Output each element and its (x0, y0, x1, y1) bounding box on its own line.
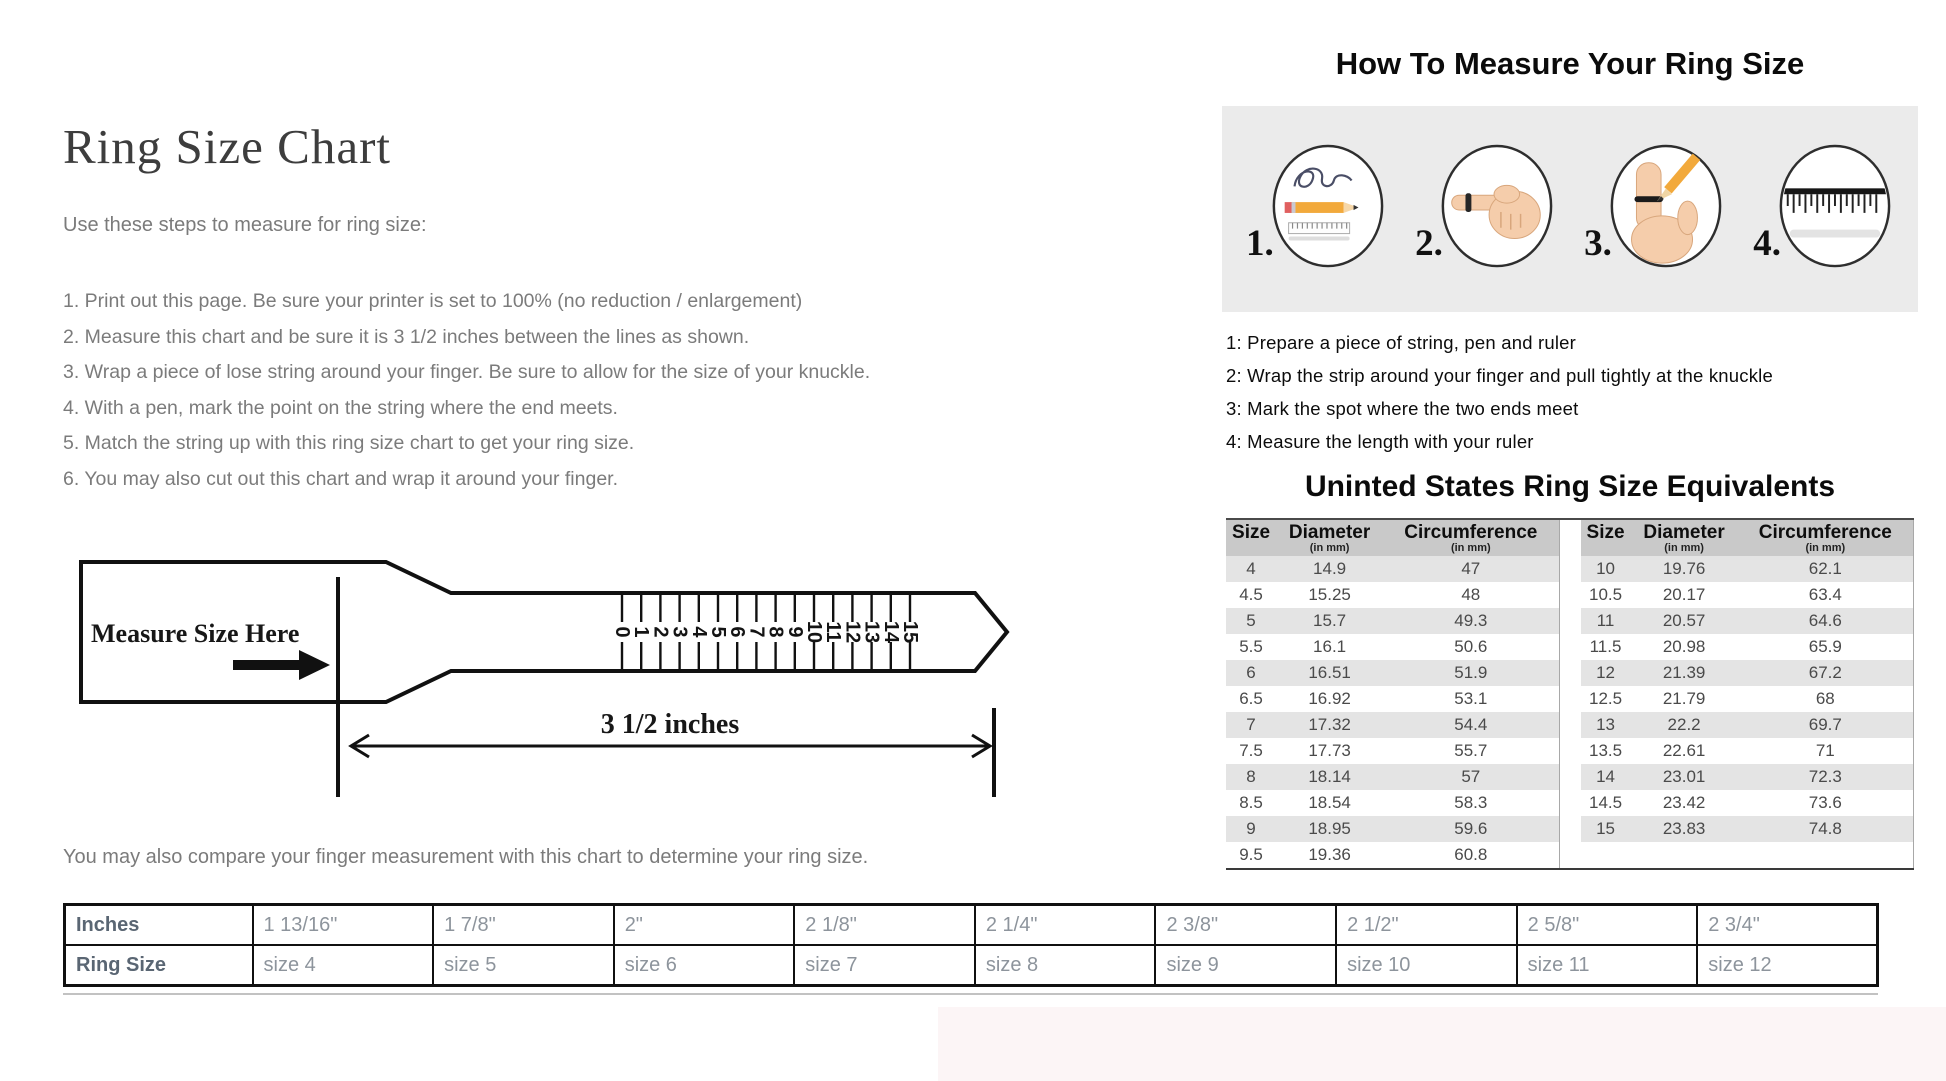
ruler-tick-number: 14 (879, 620, 902, 644)
table-header-row (1581, 520, 1914, 556)
table-row (1226, 712, 1559, 738)
table-cell: 72.3 (1808, 767, 1842, 786)
howto-step-2 (1415, 143, 1556, 275)
table-cell: 20.57 (1662, 611, 1706, 630)
ring-size-row (65, 945, 1878, 986)
column-header (1383, 520, 1559, 556)
table-cell: 50.6 (1454, 637, 1488, 656)
table-cell: 55.7 (1454, 741, 1488, 760)
step-number: 3. (1584, 223, 1612, 264)
table-row (1581, 634, 1914, 660)
table-row (1581, 738, 1914, 764)
table-cell: 16.51 (1308, 663, 1351, 682)
table-cell: 4.5 (1239, 585, 1263, 604)
howto-step-line: 3: Mark the spot where the two ends meet (1226, 398, 1579, 419)
ruler-tick-number: 7 (745, 626, 768, 638)
compare-note: You may also compare your finger measurement with this chart to determine your ring size. (63, 846, 869, 868)
table-row (1226, 686, 1559, 712)
table-cell: 15.25 (1308, 585, 1351, 604)
conv-size-cell: size 9 (1155, 945, 1336, 986)
inches-row (65, 905, 1878, 946)
howto-illustration-box (1222, 106, 1918, 312)
table-cell: 23.42 (1662, 793, 1706, 812)
ruler-tick-number: 11 (822, 621, 845, 643)
table-row (1226, 790, 1559, 816)
howto-steps-list (1226, 326, 1918, 458)
table-cell: 18.14 (1308, 767, 1351, 786)
table-cell: 59.6 (1454, 819, 1488, 838)
table-cell: 14 (1596, 767, 1615, 786)
column-header (1738, 520, 1914, 556)
measure-step: 4. With a pen, mark the point on the string where the end meets. (63, 396, 618, 419)
table-underline (63, 993, 1878, 995)
step-number: 1. (1246, 223, 1274, 264)
table-row (1226, 764, 1559, 790)
ruler-tick-number: 5 (707, 626, 729, 638)
ruler-tick-number: 4 (687, 626, 710, 638)
table-cell: 8 (1246, 767, 1256, 786)
mark-knuckle-icon (1603, 143, 1725, 275)
conv-inches-cell: 2 1/2" (1336, 905, 1517, 946)
conv-inches-cell: 1 13/16" (253, 905, 434, 946)
table-cell: 48 (1461, 585, 1481, 604)
ruler-tick-number: 2 (649, 626, 672, 638)
table-cell: 74.8 (1808, 819, 1842, 838)
table-row (1581, 816, 1914, 842)
table-cell: 64.6 (1808, 611, 1842, 630)
table-cell: 5.5 (1239, 637, 1263, 656)
table-cell: 60.8 (1454, 845, 1488, 864)
table-cell (1738, 842, 1914, 868)
conv-row-header: Ring Size (65, 945, 253, 986)
conv-inches-cell: 2" (614, 905, 795, 946)
table-cell: 54.4 (1454, 715, 1488, 734)
string-pen-ruler-icon (1265, 143, 1387, 275)
conv-size-cell: size 12 (1697, 945, 1878, 986)
conv-inches-cell: 2 3/4" (1697, 905, 1878, 946)
table-cell: 7 (1246, 715, 1256, 734)
table-row (1226, 816, 1559, 842)
table-cell: 20.17 (1662, 585, 1706, 604)
table-cell: 53.1 (1454, 689, 1488, 708)
table-cell: 8.5 (1239, 793, 1263, 812)
howto-step-line: 2: Wrap the strip around your finger and pull tightly at the knuckle (1226, 365, 1773, 386)
table-cell: 15.7 (1313, 611, 1347, 630)
table-cell: 15 (1596, 819, 1615, 838)
measure-step: 6. You may also cut out this chart and wrap it around your finger. (63, 467, 618, 490)
conv-size-cell: size 6 (614, 945, 795, 986)
column-header (1276, 520, 1383, 556)
table-cell: 14.9 (1313, 559, 1347, 578)
ruler-tick-number: 8 (764, 626, 787, 638)
table-row (1226, 660, 1559, 686)
table-row (1226, 608, 1559, 634)
inches-to-ring-size-table (63, 903, 1879, 987)
table-cell: 16.1 (1313, 637, 1347, 656)
table-cell: 22.2 (1667, 715, 1701, 734)
table-row (1581, 556, 1914, 582)
measure-step: 5. Match the string up with this ring size chart to get your ring size. (63, 432, 635, 455)
table-cell: 6.5 (1239, 689, 1263, 708)
measure-size-here-label: Measure Size Here (91, 619, 300, 648)
equivalents-tables (1226, 518, 1914, 870)
table-cell: 6 (1246, 663, 1256, 682)
table-row (1581, 712, 1914, 738)
ring-sizer-diagram (63, 545, 1013, 813)
table-body (1226, 556, 1559, 868)
conv-inches-cell: 2 1/4" (975, 905, 1156, 946)
table-cell: 12 (1596, 663, 1615, 682)
ruler-tick-number: 0 (611, 626, 633, 638)
column-unit: (in mm) (1805, 542, 1846, 554)
table-cell: 9 (1246, 819, 1256, 838)
table-body (1581, 556, 1914, 868)
table-cell: 20.98 (1662, 637, 1706, 656)
table-header-row (1226, 520, 1559, 556)
ruler-tick-number: 12 (841, 620, 864, 644)
page-title: Ring Size Chart (63, 119, 392, 174)
conv-size-cell: size 8 (975, 945, 1156, 986)
column-header (1226, 520, 1276, 556)
table-cell: 19.76 (1662, 559, 1706, 578)
ruler-tick-number: 9 (783, 626, 806, 638)
conv-row-header: Inches (65, 905, 253, 946)
column-label: Diameter (1288, 522, 1371, 543)
howto-step-line: 4: Measure the length with your ruler (1226, 431, 1534, 452)
column-label: Circumference (1758, 522, 1892, 543)
table-cell: 16.92 (1308, 689, 1351, 708)
conv-size-cell: size 11 (1517, 945, 1698, 986)
table-cell: 17.73 (1308, 741, 1351, 760)
table-cell: 10.5 (1588, 585, 1623, 604)
table-cell: 63.4 (1808, 585, 1842, 604)
table-row (1581, 582, 1914, 608)
table-cell: 11 (1596, 611, 1615, 630)
table-cell: 21.39 (1662, 663, 1706, 682)
table-row (1581, 608, 1914, 634)
ruler-tick-number: 10 (803, 620, 825, 644)
table-cell (1631, 842, 1738, 868)
step-number: 4. (1753, 223, 1781, 264)
table-row (1581, 790, 1914, 816)
table-cell: 7.5 (1239, 741, 1263, 760)
table-cell: 17.32 (1308, 715, 1351, 734)
ruler-tick-number: 13 (860, 620, 883, 644)
dimension-label: 3 1/2 inches (600, 709, 740, 740)
conv-size-cell: size 7 (794, 945, 975, 986)
column-label: Size (1586, 522, 1625, 543)
conv-size-cell: size 4 (253, 945, 434, 986)
table-cell: 23.01 (1662, 767, 1706, 786)
wrap-finger-icon (1434, 143, 1556, 275)
column-label: Diameter (1643, 522, 1725, 543)
table-cell: 47 (1461, 559, 1481, 578)
table-cell: 67.2 (1808, 663, 1842, 682)
howto-step-line: 1: Prepare a piece of string, pen and ruler (1226, 332, 1577, 353)
column-unit: (in mm) (1664, 542, 1704, 554)
table-row (1226, 634, 1559, 660)
background-tint (938, 1007, 1946, 1081)
equivalents-title: Uninted States Ring Size Equivalents (1304, 470, 1836, 503)
intro-text: Use these steps to measure for ring size: (63, 214, 427, 236)
table-cell: 13.5 (1588, 741, 1623, 760)
ruler-tick-number: 1 (630, 626, 653, 638)
table-cell: 73.6 (1808, 793, 1842, 812)
table-head (1226, 520, 1559, 556)
ring-size-table-left (1226, 520, 1560, 868)
table-cell: 18.54 (1308, 793, 1351, 812)
column-label: Size (1232, 522, 1271, 543)
table-cell: 10 (1596, 559, 1615, 578)
measure-step: 2. Measure this chart and be sure it is 3 1/2 inches between the lines as shown. (63, 325, 750, 348)
ruler-tick-number: 6 (726, 626, 749, 638)
table-cell (1581, 842, 1631, 868)
table-cell: 62.1 (1808, 559, 1842, 578)
conv-inches-cell: 1 7/8" (433, 905, 614, 946)
ruler-tick-number: 3 (668, 626, 691, 638)
table-cell: 9.5 (1239, 845, 1263, 864)
ring-size-table-right (1581, 520, 1915, 868)
measure-steps-list (63, 284, 870, 498)
step-number: 2. (1415, 223, 1443, 264)
table-row-empty (1581, 842, 1914, 868)
table-cell: 14.5 (1588, 793, 1623, 812)
conv-inches-cell: 2 3/8" (1155, 905, 1336, 946)
table-cell: 11.5 (1589, 637, 1622, 656)
table-cell: 21.79 (1662, 689, 1706, 708)
table-cell: 23.83 (1662, 819, 1706, 838)
table-cell: 18.95 (1308, 819, 1351, 838)
column-unit: (in mm) (1450, 542, 1491, 554)
table-cell: 13 (1596, 715, 1615, 734)
table-cell: 22.61 (1662, 741, 1706, 760)
table-cell: 58.3 (1454, 793, 1488, 812)
howto-step-1 (1246, 143, 1387, 275)
table-row (1226, 582, 1559, 608)
conv-inches-cell: 2 5/8" (1517, 905, 1698, 946)
column-label: Circumference (1404, 522, 1538, 543)
conv-size-cell: size 5 (433, 945, 614, 986)
column-header (1581, 520, 1631, 556)
table-cell: 69.7 (1808, 715, 1842, 734)
table-row (1581, 764, 1914, 790)
table-cell: 71 (1815, 741, 1835, 760)
table-row (1581, 686, 1914, 712)
right-column (1222, 44, 1918, 870)
howto-step-3 (1584, 143, 1725, 275)
table-row (1226, 738, 1559, 764)
table-cell: 65.9 (1808, 637, 1842, 656)
measure-step: 3. Wrap a piece of lose string around your finger. Be sure to allow for the size of your knuckle. (63, 361, 871, 384)
table-cell: 51.9 (1454, 663, 1488, 682)
table-cell: 12.5 (1588, 689, 1623, 708)
table-cell: 57 (1461, 767, 1481, 786)
table-head (1581, 520, 1914, 556)
measure-step: 1. Print out this page. Be sure your printer is set to 100% (no reduction / enlargement) (63, 290, 803, 312)
table-row (1581, 660, 1914, 686)
table-cell: 49.3 (1454, 611, 1488, 630)
howto-step-4 (1753, 143, 1894, 275)
table-row (1226, 842, 1559, 868)
measure-ruler-icon (1772, 143, 1894, 275)
table-cell: 68 (1815, 689, 1835, 708)
table-cell: 19.36 (1308, 845, 1351, 864)
table-cell: 5 (1246, 611, 1256, 630)
conv-inches-cell: 2 1/8" (794, 905, 975, 946)
ruler-tick-number: 15 (899, 620, 921, 644)
column-unit: (in mm) (1309, 542, 1350, 554)
table-cell: 4 (1246, 559, 1256, 578)
howto-title: How To Measure Your Ring Size (1335, 46, 1805, 81)
conv-size-cell: size 10 (1336, 945, 1517, 986)
column-header (1631, 520, 1738, 556)
table-row (1226, 556, 1559, 582)
